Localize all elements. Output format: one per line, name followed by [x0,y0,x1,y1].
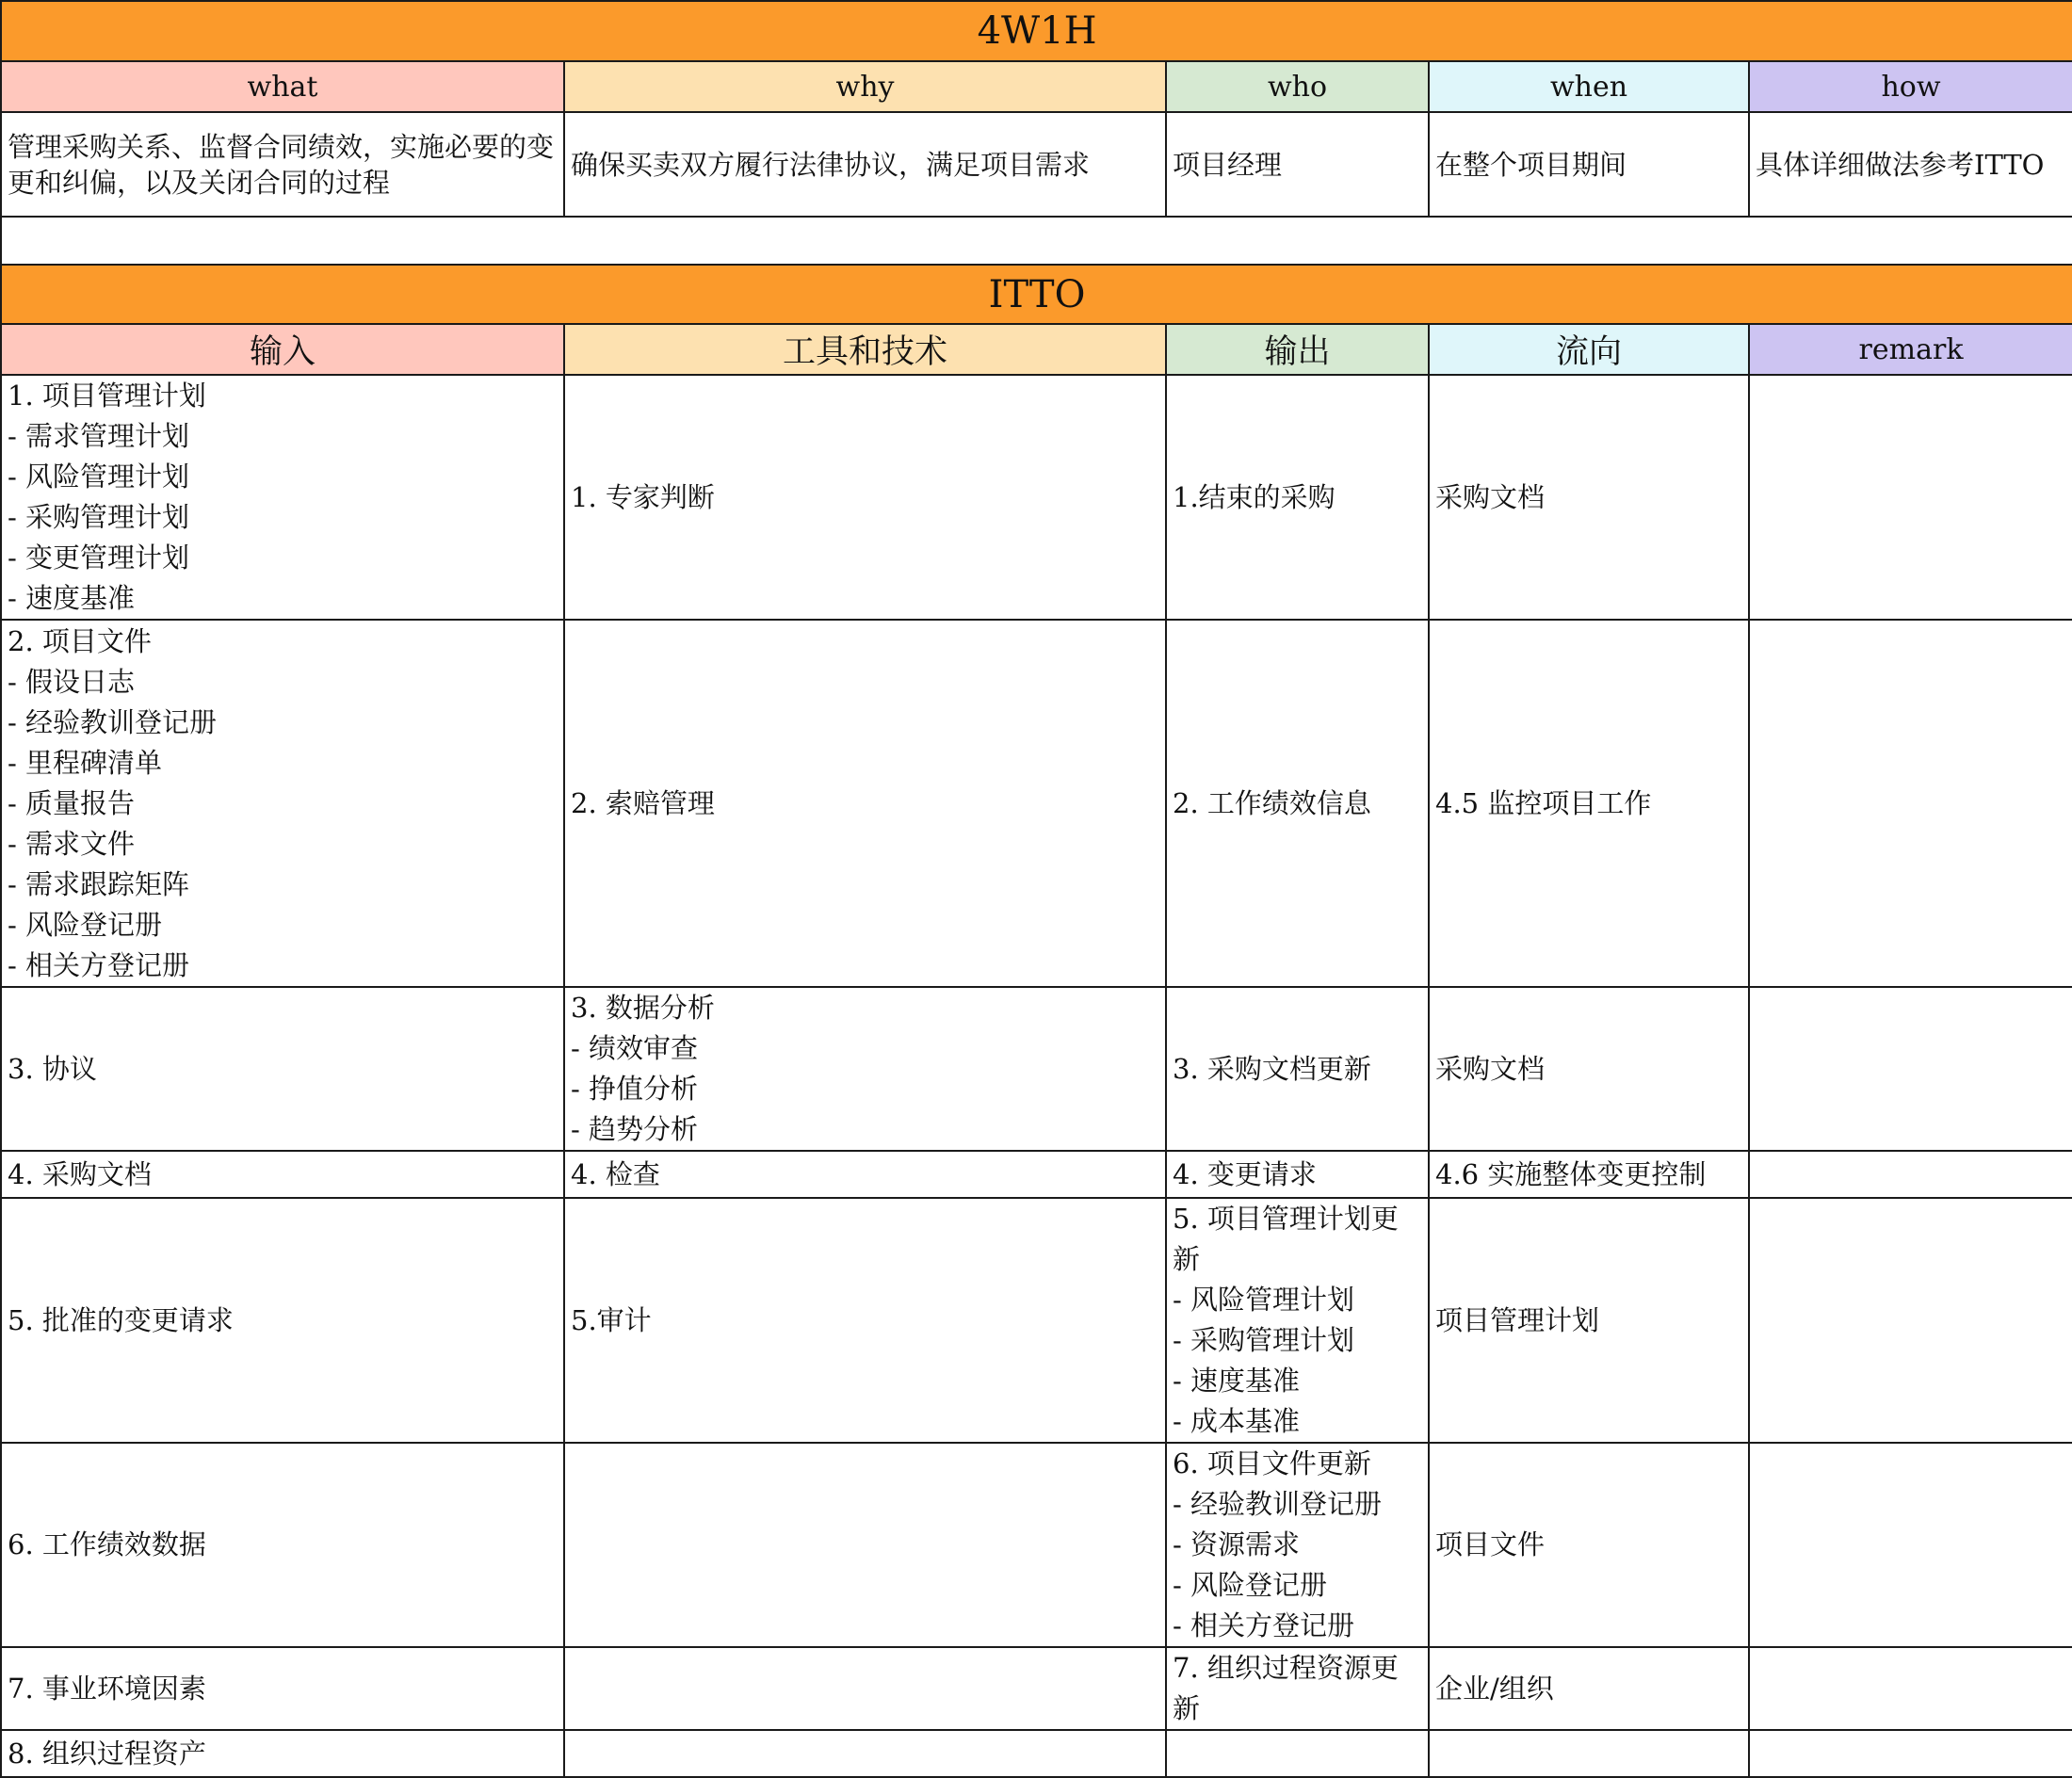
w4h-cell-who[interactable]: 项目经理 [1166,112,1429,217]
itto-header-flow[interactable]: 流向 [1429,324,1749,375]
w4h-header-row [1,61,2072,112]
itto-cell-flow[interactable]: 采购文档 [1429,375,1749,620]
w4h-header-why[interactable]: why [564,61,1166,112]
itto-title-row [1,265,2072,324]
itto-cell-flow[interactable]: 4.5 监控项目工作 [1429,620,1749,987]
itto-cell-remark[interactable] [1749,375,2072,620]
itto-cell-input[interactable]: 5. 批准的变更请求 [1,1198,564,1443]
itto-cell-remark[interactable] [1749,1198,2072,1443]
itto-cell-tool[interactable]: 2. 索赔管理 [564,620,1166,987]
itto-row [1,1730,2072,1777]
spacer-row [1,217,2072,265]
itto-cell-input[interactable]: 1. 项目管理计划 - 需求管理计划 - 风险管理计划 - 采购管理计划 - 变更管理计划 - 速度基准 [1,375,564,620]
itto-cell-tool[interactable] [564,1443,1166,1647]
itto-cell-tool[interactable] [564,1647,1166,1730]
itto-row [1,1647,2072,1730]
itto-cell-input[interactable]: 7. 事业环境因素 [1,1647,564,1730]
w4h-title-row [1,1,2072,61]
itto-row [1,987,2072,1151]
spacer-cell[interactable] [1,217,2072,265]
itto-cell-input[interactable]: 8. 组织过程资产 [1,1730,564,1777]
itto-row [1,1198,2072,1443]
w4h-title[interactable]: 4W1H [1,1,2072,61]
itto-cell-remark[interactable] [1749,1730,2072,1777]
itto-title[interactable]: ITTO [1,265,2072,324]
itto-cell-output[interactable]: 5. 项目管理计划更新 - 风险管理计划 - 采购管理计划 - 速度基准 - 成本基准 [1166,1198,1429,1443]
itto-header-tools[interactable]: 工具和技术 [564,324,1166,375]
itto-row [1,620,2072,987]
itto-cell-input[interactable]: 2. 项目文件 - 假设日志 - 经验教训登记册 - 里程碑清单 - 质量报告 - 需求文件 - 需求跟踪矩阵 - 风险登记册 - 相关方登记册 [1,620,564,987]
itto-cell-remark[interactable] [1749,620,2072,987]
itto-row [1,375,2072,620]
itto-cell-tool[interactable] [564,1730,1166,1777]
itto-cell-output[interactable]: 7. 组织过程资源更新 [1166,1647,1429,1730]
itto-cell-input[interactable]: 3. 协议 [1,987,564,1151]
w4h-header-how[interactable]: how [1749,61,2072,112]
itto-header-inputs[interactable]: 输入 [1,324,564,375]
itto-cell-output[interactable]: 1.结束的采购 [1166,375,1429,620]
itto-header-row [1,324,2072,375]
itto-cell-input[interactable]: 4. 采购文档 [1,1151,564,1198]
itto-cell-tool[interactable]: 4. 检查 [564,1151,1166,1198]
w4h-header-who[interactable]: who [1166,61,1429,112]
itto-cell-input[interactable]: 6. 工作绩效数据 [1,1443,564,1647]
itto-header-remark[interactable]: remark [1749,324,2072,375]
itto-cell-output[interactable]: 3. 采购文档更新 [1166,987,1429,1151]
w4h-header-when[interactable]: when [1429,61,1749,112]
w4h-value-row [1,112,2072,217]
itto-cell-remark[interactable] [1749,1151,2072,1198]
itto-cell-tool[interactable]: 1. 专家判断 [564,375,1166,620]
itto-cell-remark[interactable] [1749,1443,2072,1647]
w4h-cell-how[interactable]: 具体详细做法参考ITTO [1749,112,2072,217]
itto-cell-flow[interactable]: 采购文档 [1429,987,1749,1151]
itto-cell-tool[interactable]: 5.审计 [564,1198,1166,1443]
itto-cell-remark[interactable] [1749,987,2072,1151]
itto-cell-output[interactable]: 2. 工作绩效信息 [1166,620,1429,987]
w4h-header-what[interactable]: what [1,61,564,112]
w4h-cell-what[interactable]: 管理采购关系、监督合同绩效，实施必要的变更和纠偏，以及关闭合同的过程 [1,112,564,217]
itto-row [1,1443,2072,1647]
itto-cell-flow[interactable] [1429,1730,1749,1777]
itto-cell-flow[interactable]: 企业/组织 [1429,1647,1749,1730]
itto-cell-output[interactable] [1166,1730,1429,1777]
itto-cell-flow[interactable]: 项目管理计划 [1429,1198,1749,1443]
itto-cell-flow[interactable]: 项目文件 [1429,1443,1749,1647]
itto-cell-tool[interactable]: 3. 数据分析 - 绩效审查 - 挣值分析 - 趋势分析 [564,987,1166,1151]
itto-header-outputs[interactable]: 输出 [1166,324,1429,375]
itto-cell-remark[interactable] [1749,1647,2072,1730]
w4h-cell-when[interactable]: 在整个项目期间 [1429,112,1749,217]
itto-cell-output[interactable]: 6. 项目文件更新 - 经验教训登记册 - 资源需求 - 风险登记册 - 相关方登记册 [1166,1443,1429,1647]
itto-cell-flow[interactable]: 4.6 实施整体变更控制 [1429,1151,1749,1198]
itto-row [1,1151,2072,1198]
w4h-cell-why[interactable]: 确保买卖双方履行法律协议，满足项目需求 [564,112,1166,217]
itto-cell-output[interactable]: 4. 变更请求 [1166,1151,1429,1198]
